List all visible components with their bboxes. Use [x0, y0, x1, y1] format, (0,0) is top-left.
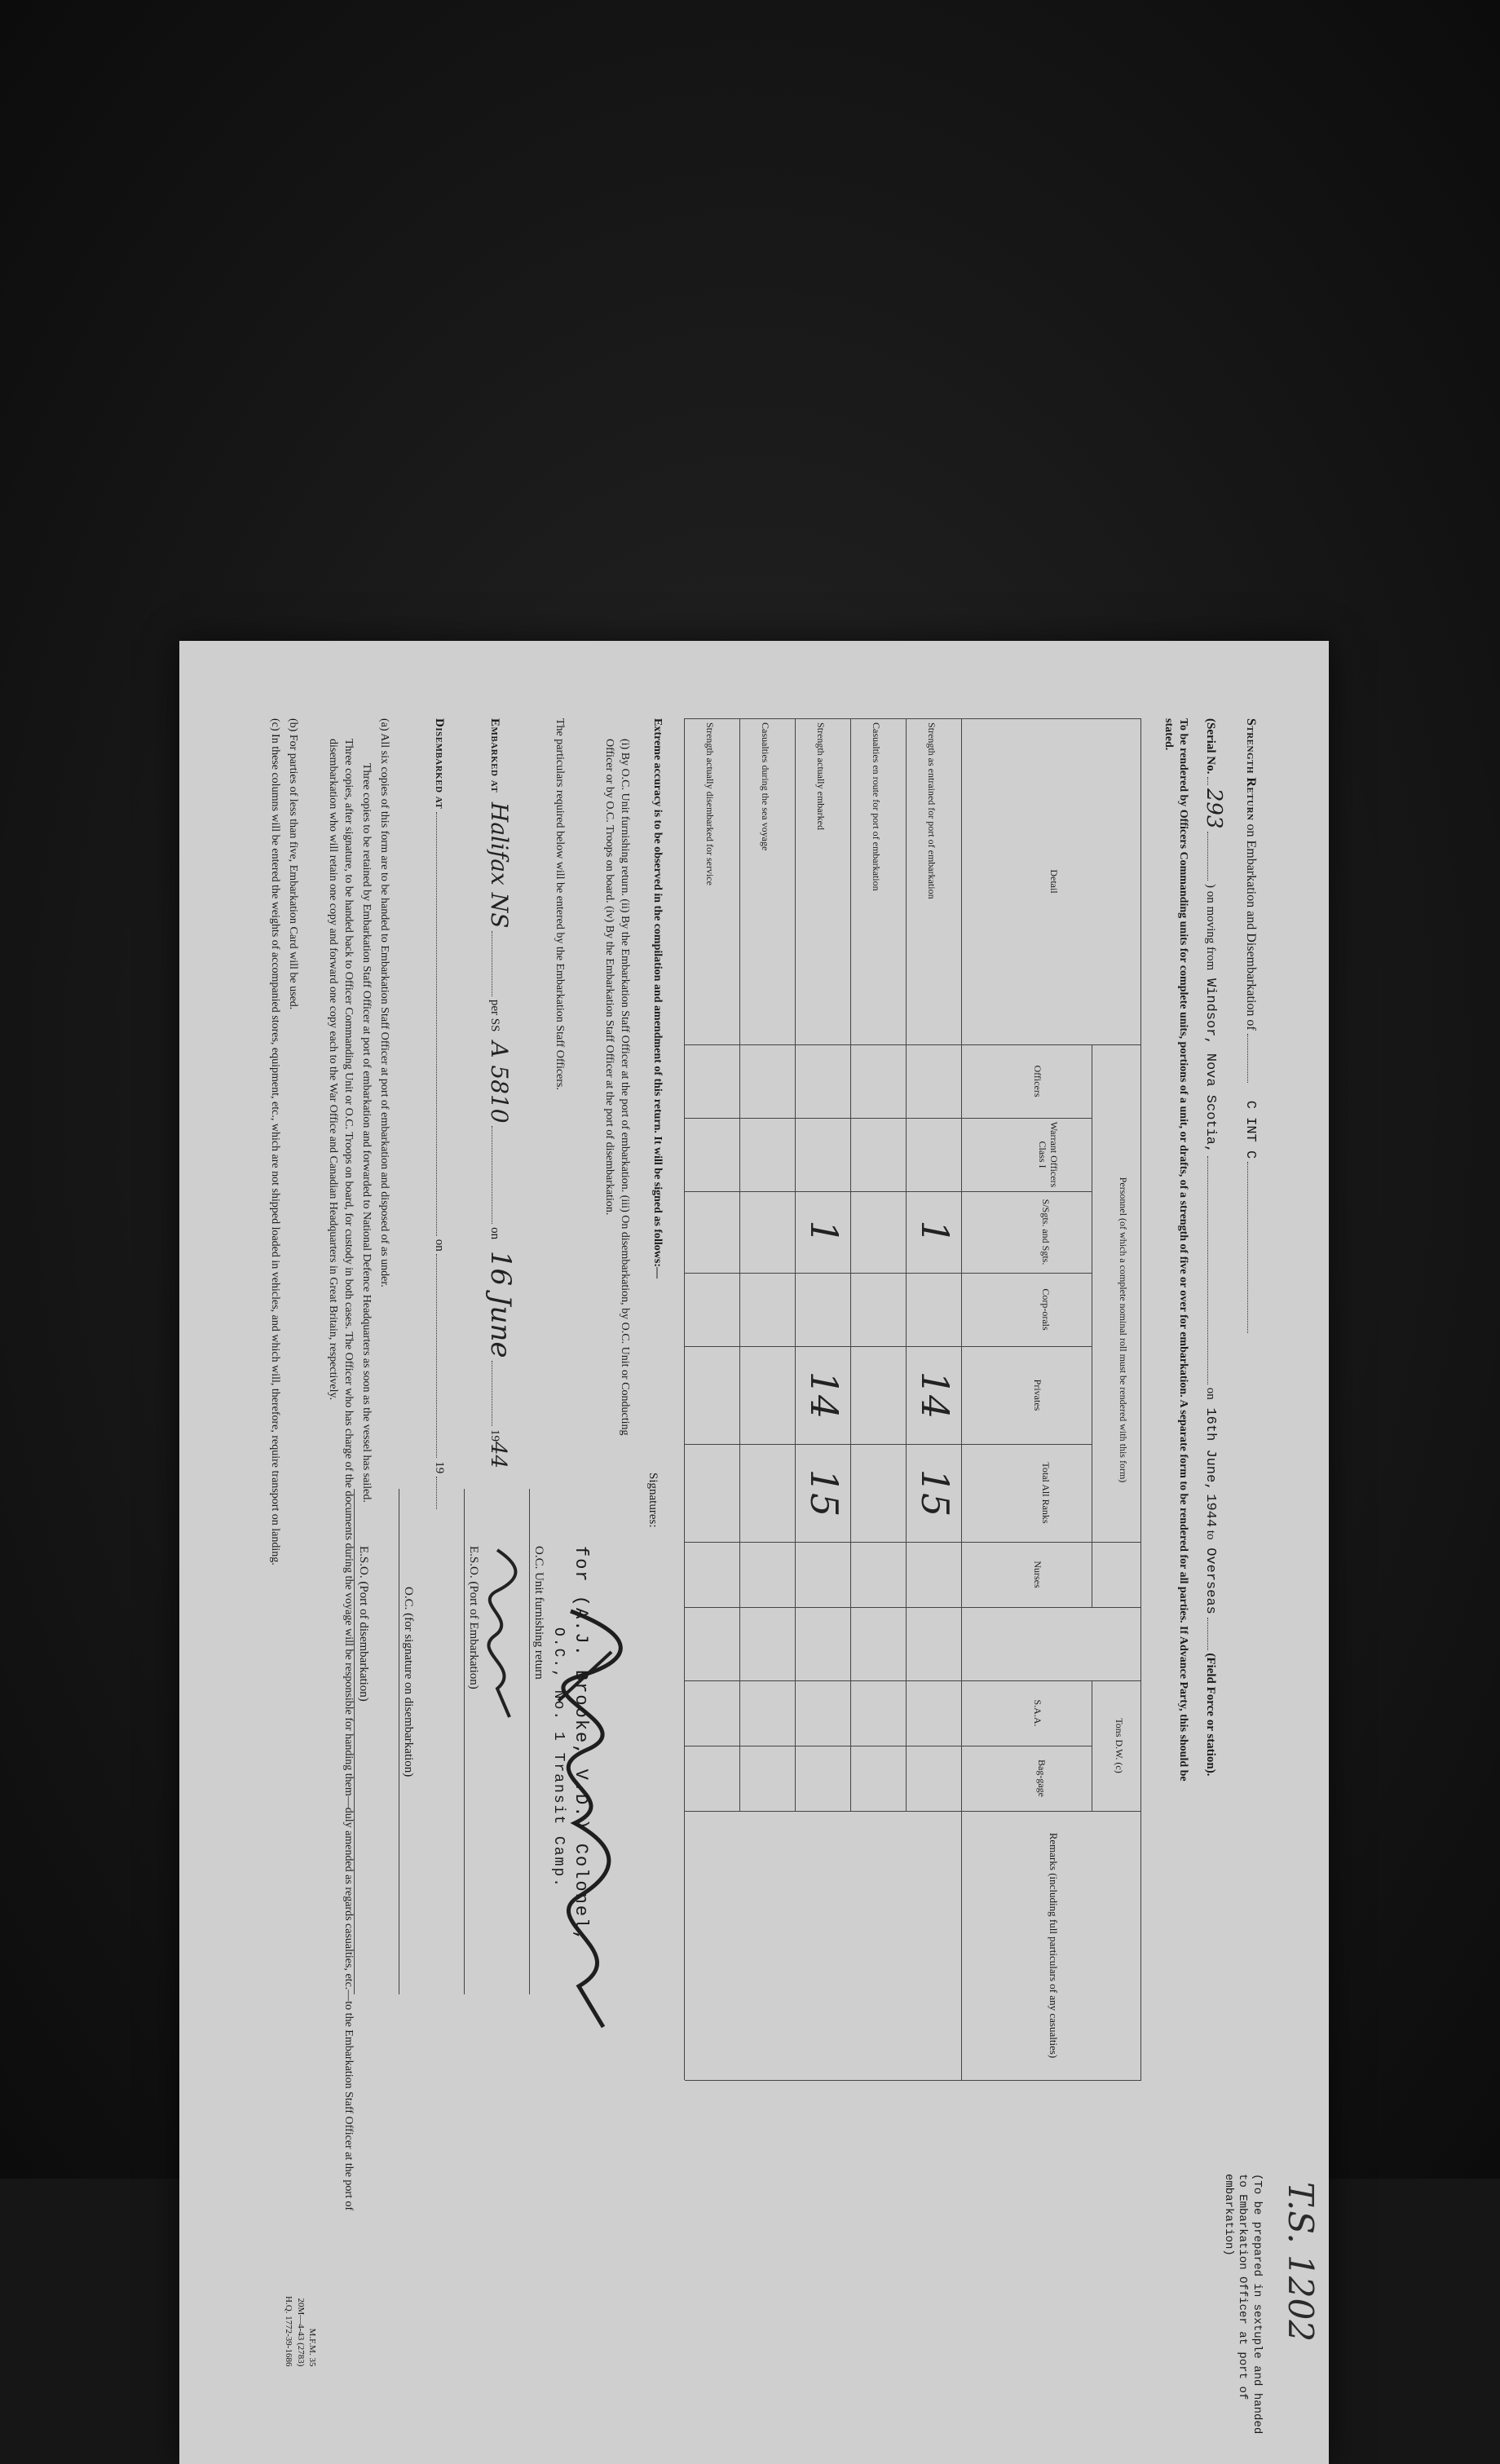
print-codes: [283, 2296, 318, 2366]
col-nurses: Nurses: [1032, 1561, 1043, 1588]
eso-embarkation-label: E.S.O. (Port of Embarkation): [467, 1546, 480, 1689]
per-ss-label: per SS: [488, 999, 501, 1032]
detail-header: Detail: [1048, 869, 1060, 894]
note-a: (a) All six copies of this form are to be handed to Embarkation Staff Officer at port of embarkation and disposed of as under.: [378, 718, 390, 1287]
disembarked-on-label: on: [433, 1239, 446, 1252]
entrained-privates-value: 14: [913, 1371, 957, 1420]
serial-label: (Serial No.: [1204, 718, 1217, 775]
entrained-total-value: 15: [913, 1468, 957, 1517]
field-force-label: (Field Force or station).: [1204, 1653, 1217, 1777]
embarked-date: 16 June: [484, 1250, 517, 1358]
print-code-1: M.F.M. 35: [307, 2328, 317, 2367]
embarked-year-prefix: 19: [488, 1429, 501, 1442]
accuracy-text-2: (i) By O.C. Unit furnishing return. (ii) By the Embarkation Staff Officer at the port of embarkation. (iii) On disembarkation, by O.C. Unit or Conducting Officer or by O.C. Troops on board. (iv) By the Embarkation Staff Officer at the port of disembarkation.: [603, 739, 631, 1436]
date-value: 16th June,: [1202, 1407, 1218, 1491]
embarked-privates-value: 14: [802, 1371, 846, 1420]
unit-name: C INT C: [1242, 1100, 1258, 1159]
serial-line: [1201, 718, 1228, 1776]
col-baggage: Bag-gage: [1036, 1760, 1048, 1797]
ship-name: A 5810: [486, 1041, 513, 1124]
embarked-year: 44: [486, 1441, 510, 1469]
typed-sig-line1: for (A.J. Brooke, V.D.) Colonel,: [571, 1546, 591, 1943]
oc-label: O.C. Unit furnishing return: [532, 1546, 545, 1680]
destination-value: Overseas: [1202, 1548, 1218, 1614]
row-label-disembarked: Strength actually disembarked for service: [704, 722, 716, 885]
col-officers: Officers: [1032, 1065, 1043, 1097]
col-total: Total All Ranks: [1040, 1462, 1052, 1524]
remarks-header: Remarks (including full particulars of any casualties): [1048, 1832, 1060, 2059]
embarked-label: Embarked at: [488, 718, 501, 793]
row-label-entrained: Strength as entrained for port of embarkation: [926, 722, 938, 899]
embarked-total-value: 15: [802, 1468, 846, 1517]
print-code-3: H.Q. 1772-39-1686: [284, 2296, 294, 2367]
entrained-sgts-value: 1: [913, 1220, 957, 1244]
accuracy-text-1: Extreme accuracy is to be observed in the compilation and amendment of this return. It will be signed as follows:—: [651, 718, 664, 1279]
disembarked-year-prefix: 19: [433, 1461, 446, 1474]
row-label-casualties-voyage: Casualties during the sea voyage: [760, 722, 771, 851]
disembarked-label: Disembarked at: [433, 718, 446, 810]
note-c: (c) In these columns will be entered the weights of accompanied stores, equipment, etc., which are not shipped loaded in vehicles, and which will, therefore, require transport on landing.: [269, 718, 281, 1565]
note-a3: Three copies, after signature, to be handed back to Officer Commanding Unit or O.C. Troops on board, for custody in both cases. The Officer who has charge of the documents during the voyage will be responsible for handing them—duly amended as regards casualties, etc.—to the Embarkation Staff Officer at the port of disembarkation who will retain one copy and forward one copy each to the War Office and Canadian Headquarters in Great Britain, respectively.: [327, 739, 355, 2211]
year-value: 1944: [1202, 1494, 1218, 1528]
personnel-header: Personnel (of which a complete nominal roll must be rendered with this form): [1118, 1177, 1129, 1483]
row-label-casualties-en-route: Casualties en route for port of embarkation: [871, 722, 882, 891]
strength-table: [685, 718, 1141, 2080]
prep-note: (To be prepared in sextuple and handed to Embarkation Officer at port of embarkation): [1222, 2174, 1264, 2435]
eso-initials-scrawl: [485, 1546, 526, 1725]
moving-from-label: ) on moving from: [1204, 883, 1217, 971]
serial-number: 293: [1202, 788, 1226, 829]
print-code-2: 20M—4-43 (2783): [295, 2298, 306, 2367]
embarkation-form-sheet: [179, 641, 1329, 2464]
row-label-embarked: Strength actually embarked: [815, 722, 827, 830]
typed-sig-line2: O.C., No. 1 Transit Camp.: [550, 1627, 567, 1889]
note-b: (b) For parties of less than five, Embarkation Card will be used.: [287, 718, 299, 1010]
tons-header: Tons D.W. (c): [1114, 1718, 1125, 1773]
note-a2: Three copies to be retained by Embarkation Staff Officer at port of embarkation and forwarded to National Defence Headquarters as soon as the vessel has sailed.: [360, 763, 373, 1503]
accuracy-text-3: The particulars required below will be entered by the Embarkation Staff Officers.: [554, 718, 566, 1090]
oc-disembarkation-label: O.C. (for signature on disembarkation): [402, 1587, 415, 1777]
form-title: [1242, 718, 1260, 1333]
col-warrant-officers: Warrant Officers Class I: [1036, 1121, 1060, 1188]
instruction-text: To be rendered by Officers Commanding units for complete units, portions of a unit, or drafts, of a strength of five or over for embarkation. A separate form to be rendered for all parties. If Advance Party, this should be stated.: [1162, 718, 1189, 1782]
col-saa: S.A.A.: [1032, 1699, 1043, 1727]
disembarked-line: [431, 718, 448, 1509]
col-privates: Privates: [1032, 1379, 1043, 1411]
embarked-on-label: on: [488, 1227, 501, 1240]
moving-from-value: Windsor, Nova Scotia,: [1202, 978, 1218, 1154]
embarked-place: Halifax NS: [486, 801, 513, 929]
embarked-sgts-value: 1: [802, 1220, 846, 1244]
col-corporals: Corp-orals: [1040, 1288, 1052, 1331]
to-label: to: [1204, 1530, 1217, 1540]
signatures-label: Signatures:: [646, 1473, 660, 1528]
title-rest: on Embarkation and Disembarkation of: [1244, 824, 1258, 1031]
col-sergeants: S/Sgts. and Sgts.: [1040, 1199, 1052, 1265]
eso-disembarkation-label: E.S.O. (Port of disembarkation): [357, 1546, 370, 1702]
date-on-label: on: [1204, 1387, 1217, 1400]
title-prefix: Strength Return: [1244, 718, 1258, 821]
embarked-line: [483, 718, 518, 1468]
handwritten-reference: T.S. 1202: [1281, 2182, 1321, 2343]
